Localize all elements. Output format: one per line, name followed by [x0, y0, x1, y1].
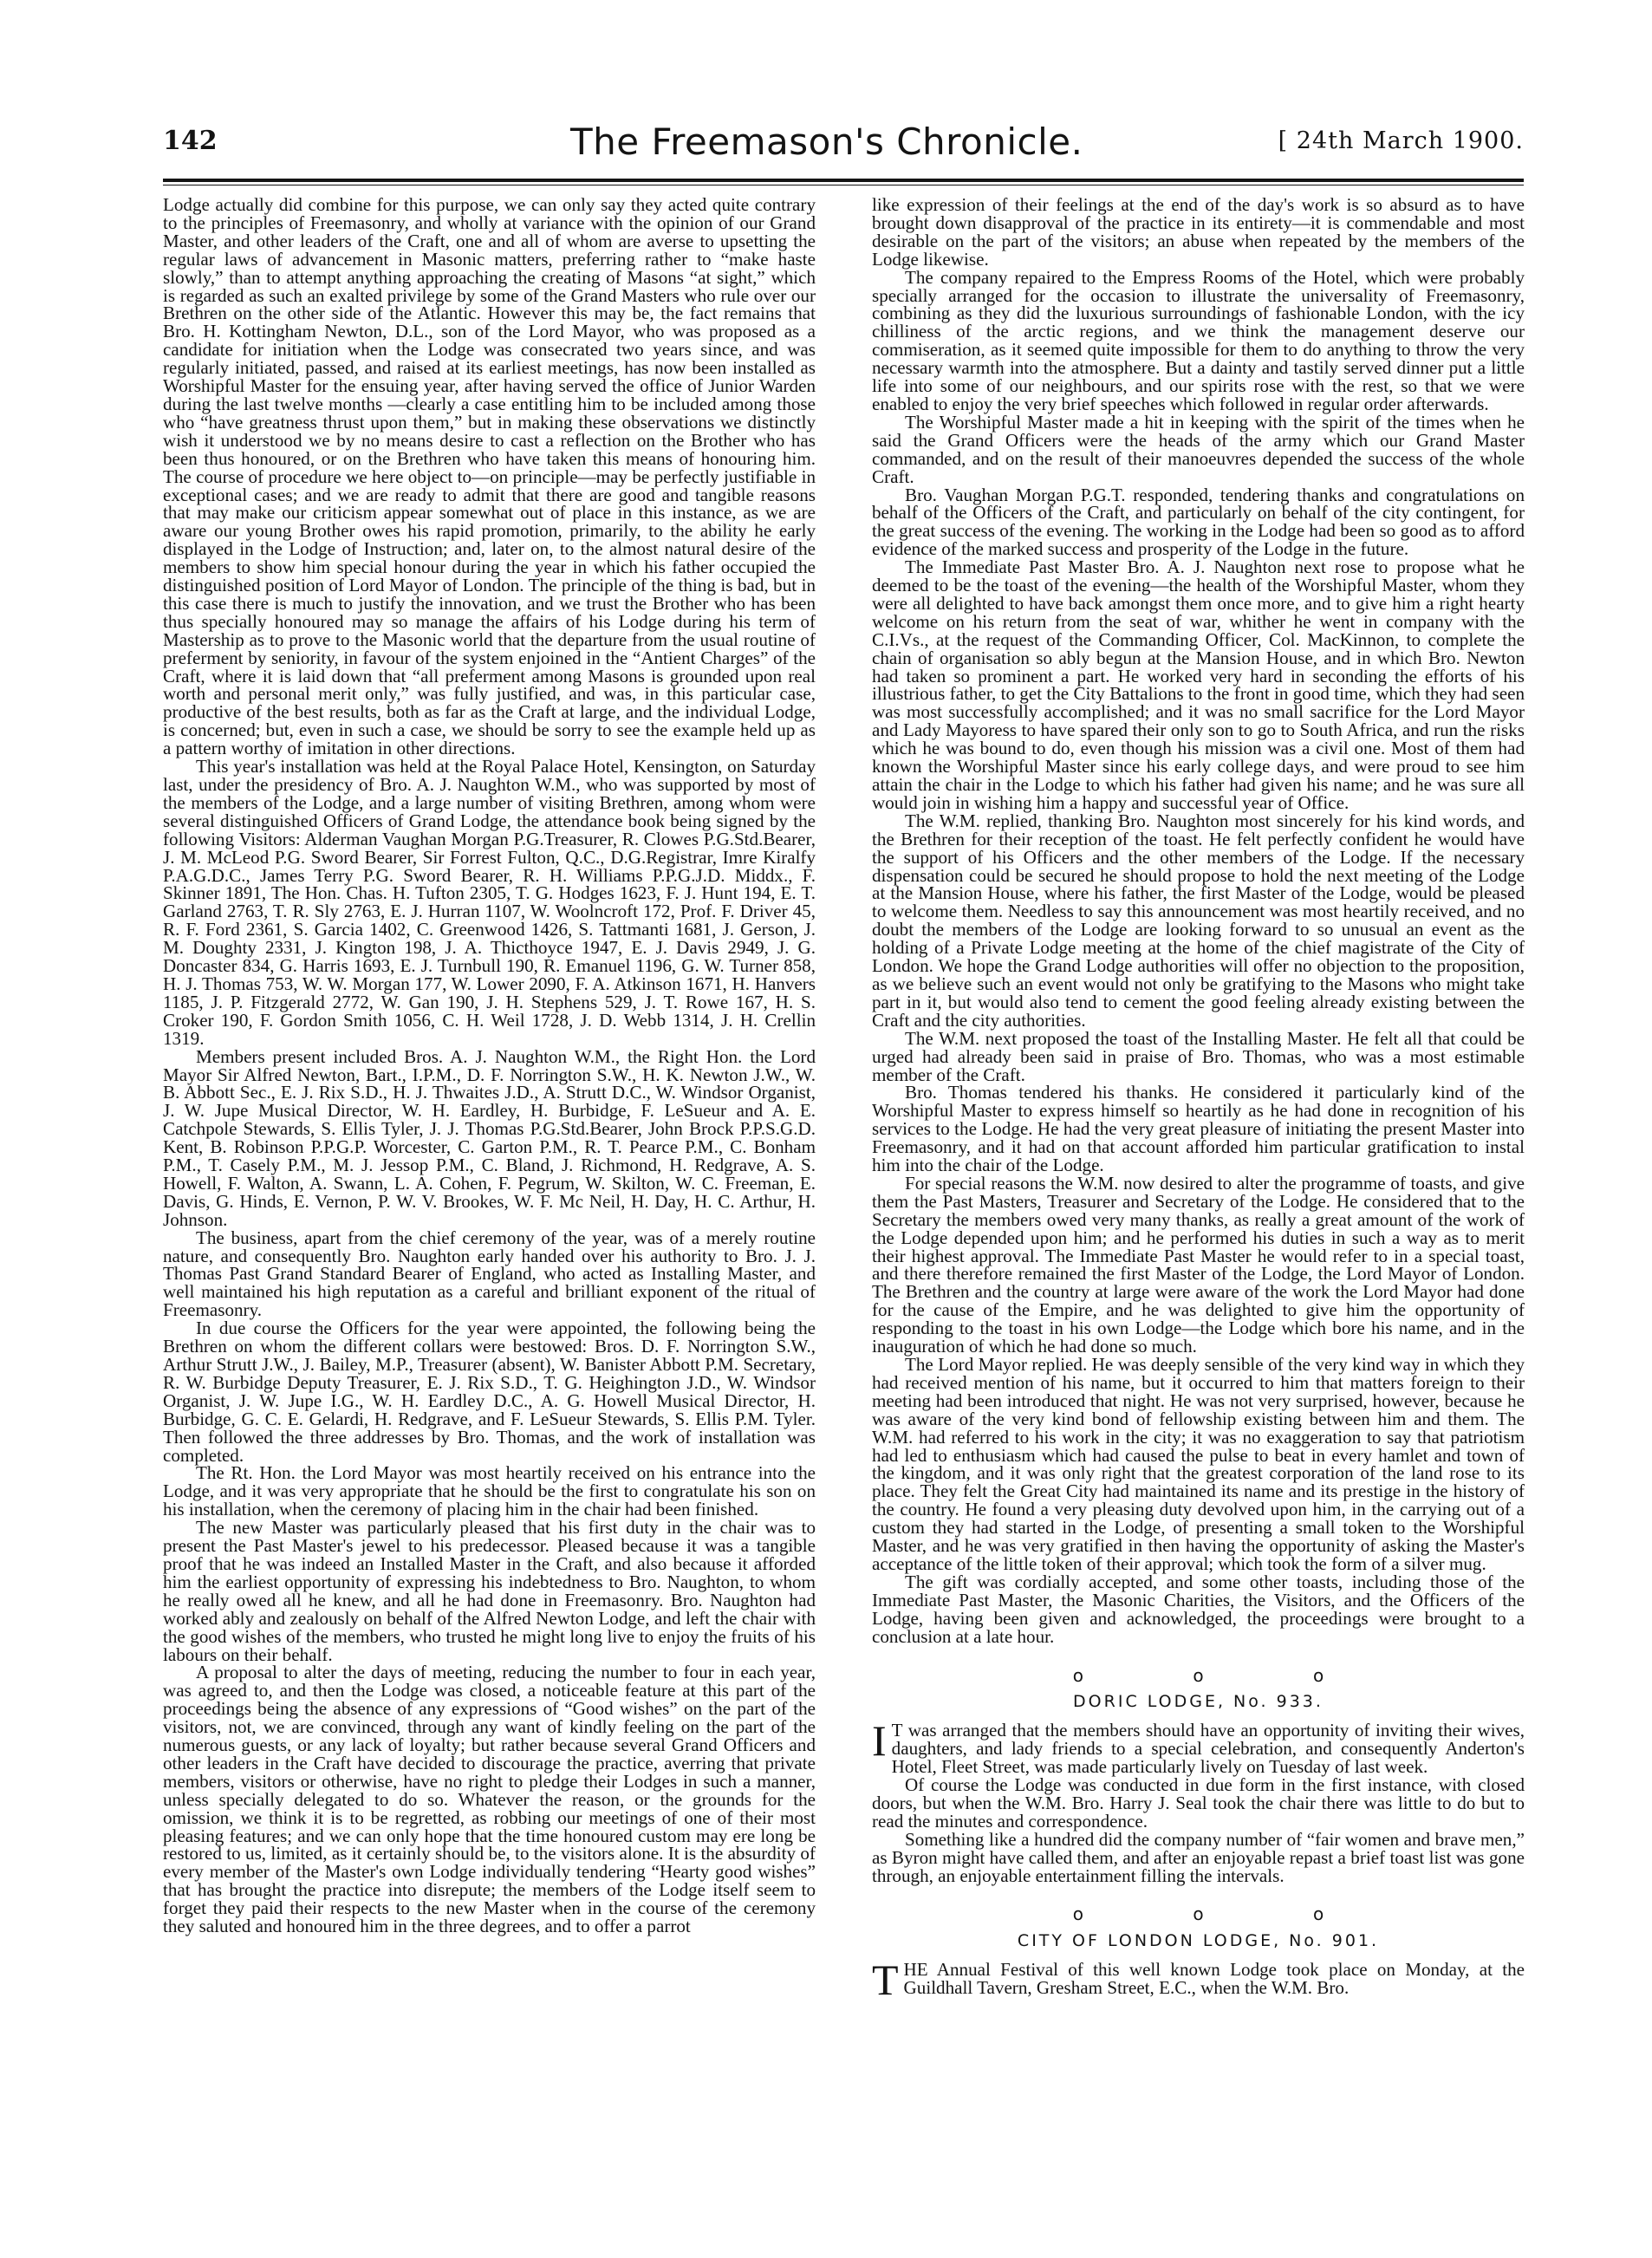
article-paragraph: The company repaired to the Empress Rooms of the Hotel, which were probably specially arranged for the occasion to illustrate the universality of Freemasonry, combining as they did the luxurious surroundings of fashionable London, with the icy chilliness of the arctic regions, and we think the management deserve our commiseration, as it seemed quite impossible for them to do anything to throw the very necessary warmth into the atmosphere. But a dainty and tastily served dinner put a little life into some of our neighbours, and our spirits rose with the rest, so that we were enabled to enjoy the very brief speeches which followed in regular order afterwards. — [872, 266, 1525, 414]
issue-date: [ 24th March 1900. — [1278, 127, 1524, 154]
article-paragraph: The gift was cordially accepted, and some other toasts, including those of the Immediate Past Master, the Masonic Charities, the Visitors, and the Officers of the Lodge, having been given and acknowledged, the proceedings were brought to a conclusion at a late hour. — [872, 1571, 1525, 1647]
drop-cap: T — [872, 1955, 899, 2005]
article-paragraph: The Rt. Hon. the Lord Mayor was most heartily received on his entrance into the Lodge, and it was very appropriate that he should be the first to congratulate his son on his installation, when the ceremony of placing him in the chair had been finished. — [163, 1462, 816, 1520]
article-paragraph: like expression of their feelings at the end of the day's work is so absurd as to have brought down disapproval of the practice in its entirety—it is commendable and most desirable on the part of the visitors; an abuse when repeated by the members of the Lodge likewise. — [872, 194, 1525, 270]
paragraph-text: HE Annual Festival of this well known Lodge took place on Monday, at the Guildhall Tavern, Gresham Street, E.C., when the W.M. Bro. — [903, 1959, 1525, 1999]
section-title-city-of-london-lodge: CITY OF LONDON LODGE, No. 901. — [1017, 1931, 1380, 1951]
article-paragraph — [872, 1716, 1525, 1778]
drop-cap: I — [872, 1716, 887, 1766]
article-paragraph: For special reasons the W.M. now desired to alter the programme of toasts, and give them the Past Masters, Treasurer and Secretary of the Lodge. He considered that to the Secretary the members owed very many thanks, as really a great amount of the work of the Lodge depended upon him; and he performed his duties in such a way as to merit their highest approval. The Immediate Past Master he would refer to in a special toast, and there therefore remained the first Master of the Lodge, the Lord Mayor of London. The Brethren and the country at large were aware of the work the Lord Mayor had done for the cause of the Empire, and he was delighted to give him the opportunity of responding to the toast in his own Lodge—the Lodge which bore his name, and in the inauguration of which he had done so much. — [872, 1172, 1525, 1357]
masthead-title: The Freemason's Chronicle. — [570, 120, 1083, 163]
article-paragraph — [872, 1955, 1525, 2005]
article-paragraph: In due course the Officers for the year were appointed, the following being the Brethren on whom the different collars were bestowed: Bros. D. F. Norrington S.W., Arthur Strutt J.W., J. Bailey, M.P., Treasurer (absent), W. Banister Abbott P.M. Secretary, R. W. Burbidge Deputy Treasurer, E. J. Rix S.D., T. G. Heighington J.D., W. Windsor Organist, J. W. Jupe I.G., W. H. Eardley D.C., A. G. Howell Musical Director, H. Burbidge, G. C. E. Gelardi, H. Redgrave, and F. LeSueur Stewards, S. Ellis P.M. Tyler. Then followed the three addresses by Bro. Thomas, and the work of installation was completed. — [163, 1318, 816, 1466]
article-paragraph: The Immediate Past Master Bro. A. J. Naughton next rose to propose what he deemed to be the toast of the evening—the health of the Worshipful Master, whom they were all delighted to have back amongst them once more, and to give him a right hearty welcome on his return from the seat of war, whither he went in company with the C.I.Vs., at the request of the Commanding Officer, Col. MacKinnon, to complete the chain of organisation so ably begun at the Mansion House, and in which Bro. Newton had taken so prominent a part. He worked very hard in seconding the efforts of his illustrious father, to get the City Battalions to the front in good time, which they had seen was most successfully accomplished; and it was no small sacrifice for the Lord Mayor and Lady Mayoress to have spared their only son to go to South Africa, and run the risks which he was bound to do, even though his mission was a civil one. Most of them had known the Worshipful Master since his early college days, and were proud to see him attain the chair in the Lodge to which his father had given his name; and he was sure all would join in wishing him a happy and successful year of Office. — [872, 556, 1525, 813]
article-paragraph: Bro. Thomas tendered his thanks. He considered it particularly kind of the Worshipful Master to express himself so heartily as he had done in recognition of his services to the Lodge. He had the very great pleasure of initiating the present Master into Freemasonry, and it had on that account afforded him particular gratification to instal him into the chair of the Lodge. — [872, 1082, 1525, 1176]
article-paragraph: The business, apart from the chief ceremony of the year, was of a merely routine nature, and consequently Bro. Naughton early handed over his authority to Bro. J. J. Thomas Past Grand Standard Bearer of England, who acted as Installing Master, and well maintained his high reputation as a careful and brilliant exponent of the ritual of Freemasonry. — [163, 1227, 816, 1321]
article-paragraph: This year's installation was held at the Royal Palace Hotel, Kensington, on Saturday last, under the presidency of Bro. A. J. Naughton W.M., who was supported by most of the members of the Lodge, and a large number of visiting Brethren, among whom were several distinguished Officers of Grand Lodge, the attendance book being signed by the following Visitors: Alderman Vaughan Morgan P.G.Treasurer, R. Clowes P.G.Std.Bearer, J. M. McLeod P.G. Sword Bearer, Sir Forrest Fulton, Q.C., D.G.Registrar, Imre Kiralfy P.A.G.D.C., James Terry P.G. Sword Bearer, R. H. Williams P.P.G.J.D. Middx., F. Skinner 1891, The Hon. Chas. H. Tufton 2305, T. G. Hodges 1623, F. J. Hunt 194, E. T. Garland 2763, T. R. Sly 2763, E. J. Hurran 1107, W. Woolncroft 172, Prof. F. Driver 45, R. F. Ford 2361, S. Garcia 1402, C. Greenwood 1426, S. Tattmanti 1681, J. Gerson, J. M. Doughty 2331, J. Kington 198, J. A. Thicthoyce 1947, E. J. Davis 2949, J. G. Doncaster 834, G. Harris 1693, E. J. Turnbull 190, R. Emanuel 1196, G. W. Turner 858, H. J. Thomas 753, W. W. Morgan 177, W. Lower 2090, F. A. Atkinson 1671, H. Hanvers 1185, J. P. Fitzgerald 2772, W. Gan 190, J. H. Stephens 529, J. T. Rowe 167, H. S. Croker 190, F. Gordon Smith 1056, C. H. Weil 1728, J. D. Webb 1314, J. H. Crellin 1319. — [163, 756, 816, 1049]
article-paragraph: The new Master was particularly pleased that his first duty in the chair was to present the Past Master's jewel to his predecessor. Pleased because it was a tangible proof that he was indeed an Installed Master in the Craft, and also because it afforded him the earliest opportunity of expressing his indebtedness to Bro. Naughton, to whom he really owed all he knew, and all he had done in Freemasonry. Bro. Naughton had worked ably and zealously on behalf of the Alfred Newton Lodge, and left the chair with the good wishes of the members, who trusted he might long live to enjoy the fruits of his labours on their behalf. — [163, 1517, 816, 1665]
paragraph-text: T was arranged that the members should have an opportunity of inviting their wives, daughters, and lady friends to a special celebration, and consequently Anderton's Hotel, Fleet Street, was made particularly lively on Tuesday of last week. — [891, 1720, 1525, 1778]
article-paragraph: Lodge actually did combine for this purpose, we can only say they acted quite contrary to the principles of Freemasonry, and wholly at variance with the opinion of our Grand Master, and other leaders of the Craft, one and all of whom are averse to upsetting the regular laws of advancement in Masonic matters, preferring rather to “make haste slowly,” than to attempt anything approaching the creating of Masons “at sight,” which is regarded as such an exalted privilege by some of the Grand Masters who rule over our Brethren on the other side of the Atlantic. However this may be, the fact remains that Bro. H. Kottingham Newton, D.L., son of the Lord Mayor, who was proposed as a candidate for initiation when the Lodge was consecrated two years since, and was regularly initiated, passed, and raised at its earliest meetings, has now been installed as Worshipful Master for the ensuing year, after having served the office of Junior Warden during the last twelve months —clearly a case entitling him to be included among those who “have greatness thrust upon them,” but in making these observations we distinctly wish it understood we by no means desire to cast a reflection on the Brother who has been thus honoured, or on the Brethren who have taken this means of honouring him. The course of procedure we here object to—on principle—may be perfectly justifiable in exceptional cases; and we are ready to admit that there are good and tangible reasons that may make our criticism appear somewhat out of place in this instance, as we are aware our young Brother owes his rapid promotion, primarily, to the ability he early displayed in the Lodge of Instruction; and, later on, to the almost natural desire of the members to show him special honour during the year in which his father occupied the distinguished position of Lord Mayor of London. The principle of the thing is bad, but in this case there is much to justify the innovation, and we trust the Brother who has been thus specially honoured may so manage the affairs of his Lodge during his term of Mastership as to prove to the Masonic world that the departure from the usual routine of preferment by seniority, in favour of the system enjoined in the “Antient Charges” of the Craft, where it is laid down that “all preferment among Masons is grounded upon real worth and personal merit only,” was fully justified, and was, in this particular case, productive of the best results, both as far as the Craft at large, and the individual Lodge, is concerned; but, even in such a case, we should be sorry to see the example held up as a pattern worthy of imitation in other directions. — [163, 194, 816, 759]
section-ornament: o o o — [1072, 1664, 1376, 1686]
article-paragraph: Something like a hundred did the company number of “fair women and brave men,” as Byron might have called them, and after an enjoyable repast a brief toast list was gone through, an enjoyable entertainment filling the intervals. — [872, 1828, 1525, 1886]
article-paragraph: The Lord Mayor replied. He was deeply sensible of the very kind way in which they had received mention of his name, but it occurred to him that matters foreign to their meeting had been introduced that night. He was not very surprised, however, because he was aware of the very kind bond of fellowship existing between him and them. The W.M. had referred to his work in the city; it was no exaggeration to say that patriotism had led to enthusiasm which had caused the pulse to beat in every hamlet and town of the kingdom, and it was only right that the greatest corporation of the land rose to its place. They felt the Great City had maintained its name and its prestige in the history of the country. He found a very pleasing duty devolved upon him, in the carrying out of a custom they had started in the Lodge, of presenting a small token to the Worshipful Master, and he was very gratified in then having the opportunity of asking the Master's acceptance of the little token of their approval; which took the form of a silver mug. — [872, 1354, 1525, 1574]
article-paragraph: A proposal to alter the days of meeting, reducing the number to four in each year, was agreed to, and then the Lodge was closed, a noticeable feature at this part of the proceedings being the absence of any expressions of “Good wishes” on the part of the visitors, not, we are convinced, through any want of kindly feeling on the part of the numerous guests, or any lack of loyalty; but rather because several Grand Officers and other leaders in the Craft have decided to discourage the practice, averring that private members, visitors or otherwise, have no right to pledge their Lodges in such a manner, unless specially delegated to do so. Whatever the reason, or the grounds for the omission, we think it is to be regretted, as robbing our meetings of one of their most pleasing features; and we can only hope that the time honoured custom may ere long be restored to us, limited, as it certainly should be, to the visitors alone. It is the absurdity of every member of the Master's own Lodge individually tendering “Hearty good wishes” that has brought the practice into disrepute; the members of the Lodge itself seem to forget they paid their respects to the new Master when in the course of the ceremony they saluted and honoured him in the three degrees, and to offer a parrot — [163, 1662, 816, 1937]
article-paragraph: Bro. Vaughan Morgan P.G.T. responded, tendering thanks and congratulations on behalf of the Officers of the Craft, and particularly on behalf of the city contingent, for the great success of the evening. The working in the Lodge had been so good as to afford evidence of the marked success and prosperity of the Lodge in the future. — [872, 484, 1525, 560]
page-header — [163, 120, 1524, 172]
section-ornament: o o o — [1072, 1903, 1376, 1925]
article-paragraph: Of course the Lodge was conducted in due form in the first instance, with closed doors, but when the W.M. Bro. Harry J. Seal took the chair there was little to do but to read the minutes and correspondence. — [872, 1774, 1525, 1832]
article-paragraph: Members present included Bros. A. J. Naughton W.M., the Right Hon. the Lord Mayor Sir Alfred Newton, Bart., I.P.M., D. F. Norrington S.W., H. K. Newton J.W., W. B. Abbott Sec., E. J. Rix S.D., H. J. Thwaites J.D., A. Strutt D.C., W. Windsor Organist, J. W. Jupe Musical Director, W. H. Eardley, H. Burbidge, F. LeSueur and A. E. Catchpole Stewards, S. Ellis Tyler, J. J. Thomas P.G.Std.Bearer, John Brock P.P.S.G.D. Kent, B. Robinson P.P.G.P. Worcester, C. Garton P.M., R. T. Pearce P.M., C. Bonham P.M., T. Casely P.M., M. J. Jessop P.M., C. Bland, J. Richmond, H. Redgrave, A. S. Howell, F. Walton, A. Swann, L. A. Cohen, F. Pegrum, W. Skilton, W. C. Freeman, E. Davis, G. Hinds, E. Vernon, P. W. V. Brookes, W. F. Mc Neil, H. Day, H. C. Arthur, H. Johnson. — [163, 1045, 816, 1230]
article-paragraph: The W.M. replied, thanking Bro. Naughton most sincerely for his kind words, and the Brethren for their reception of the toast. He felt perfectly confident he would have the support of his Officers and the other members of the Lodge. If the necessary dispensation could be secured he should propose to hold the next meeting of the Lodge at the Mansion House, where his father, the first Master of the Lodge, would be pleased to welcome them. Needless to say this announcement was most heartily received, and no doubt the members of the Lodge are looking forward to so unusual an event as the holding of a Private Lodge meeting at the home of the chief magistrate of the City of London. We hope the Grand Lodge authorities will offer no objection to the proposition, as we believe such an event would not only be gratifying to the Masons who might take part in it, but would also tend to cement the good feeling already existing between the Craft and the city authorities. — [872, 810, 1525, 1031]
left-column — [163, 196, 816, 1936]
header-rule — [163, 179, 1524, 182]
right-column — [872, 194, 1525, 2005]
article-paragraph: The W.M. next proposed the toast of the Installing Master. He felt all that could be urged had already been said in praise of Bro. Thomas, who was a most estimable member of the Craft. — [872, 1027, 1525, 1085]
page-number: 142 — [163, 126, 218, 156]
section-title-doric-lodge: DORIC LODGE, No. 933. — [1073, 1692, 1324, 1712]
article-paragraph: The Worshipful Master made a hit in keeping with the spirit of the times when he said the Grand Officers were the heads of the army which our Grand Master commanded, and on the result of their manoeuvres depended the success of the whole Craft. — [872, 411, 1525, 487]
